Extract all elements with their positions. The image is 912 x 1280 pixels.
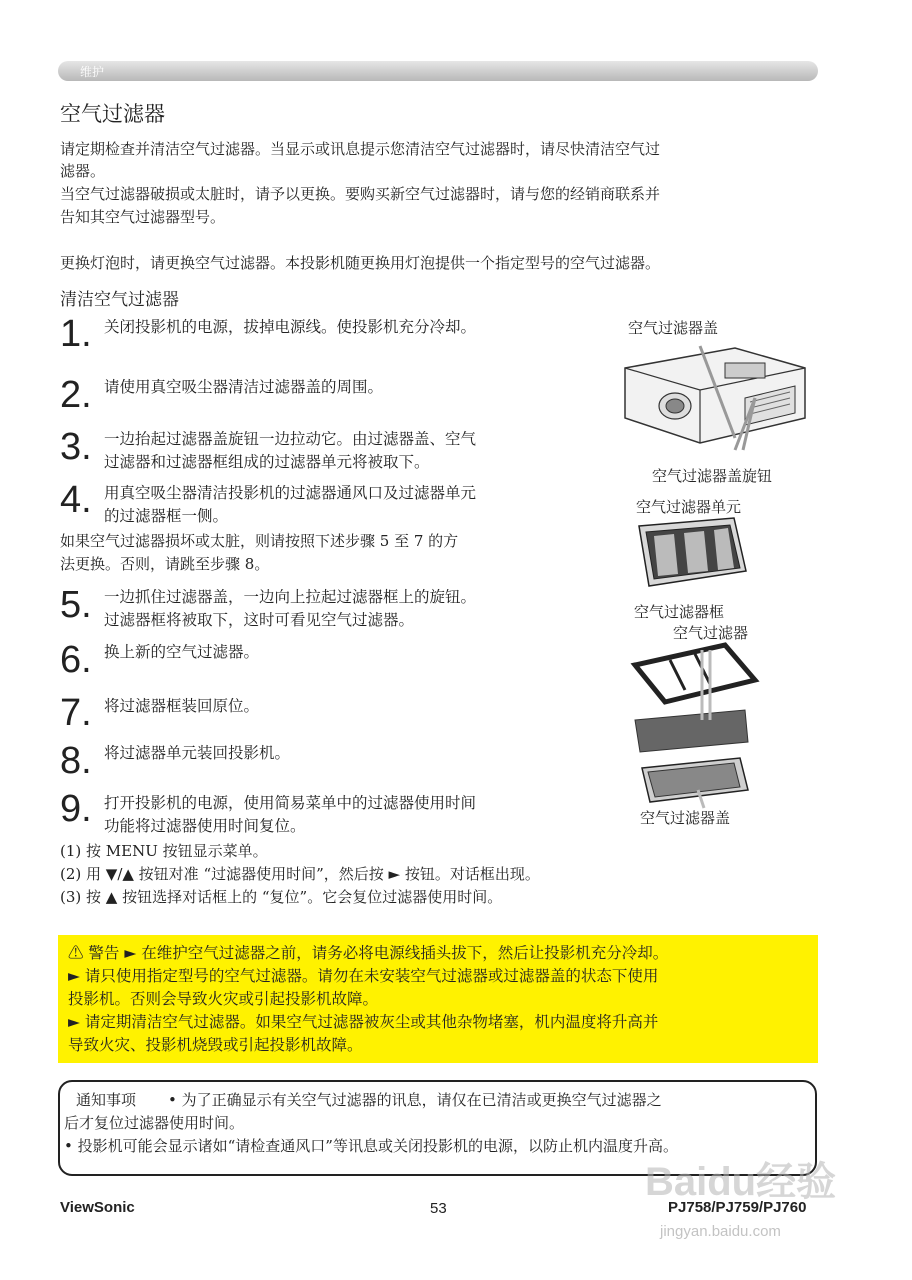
intro-line-2: 滤器。: [60, 162, 106, 180]
footer-page-number: 53: [430, 1200, 447, 1217]
section-header-bar: [58, 61, 818, 81]
step-number-8: 8.: [60, 740, 92, 782]
warning-line-4: ► 请定期清洁空气过滤器。如果空气过滤器被灰尘或其他杂物堵塞，机内温度将升高并: [68, 1013, 659, 1031]
step-number-9: 9.: [60, 788, 92, 830]
subheading: 清洁空气过滤器: [60, 290, 179, 310]
warning-line-2: ► 请只使用指定型号的空气过滤器。请勿在未安装空气过滤器或过滤器盖的状态下使用: [68, 967, 659, 985]
lamp-note: 更换灯泡时，请更换空气过滤器。本投影机随更换用灯泡提供一个指定型号的空气过滤器。: [60, 254, 661, 272]
substep-1: (1) 按 MENU 按钮显示菜单。: [60, 842, 268, 860]
step-text-4a: 用真空吸尘器清洁投影机的过滤器通风口及过滤器单元: [104, 484, 477, 502]
filter-unit-illustration: [634, 516, 754, 591]
notice-title: 通知事项: [76, 1091, 137, 1109]
label-filter-frame: 空气过滤器框: [634, 603, 725, 621]
step-text-5a: 一边抓住过滤器盖，一边向上拉起过滤器框上的旋钮。: [104, 588, 477, 606]
step-text-8: 将过滤器单元装回投影机。: [104, 744, 291, 762]
step-text-7: 将过滤器框装回原位。: [104, 697, 260, 715]
step-text-1: 关闭投影机的电源，拔掉电源线。使投影机充分冷却。: [104, 318, 477, 336]
label-filter-cover-bottom: 空气过滤器盖: [640, 809, 731, 827]
watermark-url: jingyan.baidu.com: [660, 1223, 781, 1240]
filter-parts-illustration: [630, 640, 770, 810]
step-text-9a: 打开投影机的电源，使用简易菜单中的过滤器使用时间: [104, 794, 477, 812]
step-number-5: 5.: [60, 584, 92, 626]
substep-2: (2) 用 ▼/▲ 按钮对准 “过滤器使用时间”，然后按 ► 按钮。对话框出现。: [60, 865, 540, 883]
notice-line-2: 后才复位过滤器使用时间。: [64, 1114, 245, 1132]
label-filter-cover-knob: 空气过滤器盖旋钮: [652, 467, 773, 485]
step-text-4b: 的过滤器框一侧。: [104, 507, 229, 525]
step-text-3b: 过滤器和过滤器框组成的过滤器单元将被取下。: [104, 453, 430, 471]
step-number-7: 7.: [60, 692, 92, 734]
warning-box: [58, 935, 818, 1063]
step4-note-2: 法更换。否则，请跳至步骤 8。: [60, 555, 270, 573]
step4-note-1: 如果空气过滤器损坏或太脏，则请按照下述步骤 5 至 7 的方: [60, 532, 459, 550]
warning-line-5: 导致火灾、投影机烧毁或引起投影机故障。: [68, 1036, 363, 1054]
step-number-1: 1.: [60, 313, 92, 355]
step-text-2: 请使用真空吸尘器清洁过滤器盖的周围。: [104, 378, 384, 396]
intro-line-1: 请定期检查并清洁空气过滤器。当显示或讯息提示您清洁空气过滤器时，请尽快清洁空气过: [60, 140, 661, 158]
step-number-2: 2.: [60, 374, 92, 416]
footer-model: PJ758/PJ759/PJ760: [668, 1199, 807, 1216]
label-filter-cover-top: 空气过滤器盖: [628, 319, 719, 337]
watermark-logo: Baidu经验: [645, 1160, 837, 1204]
page-title: 空气过滤器: [60, 102, 165, 126]
step-number-4: 4.: [60, 479, 92, 521]
step-text-5b: 过滤器框将被取下，这时可看见空气过滤器。: [104, 611, 415, 629]
footer-brand: ViewSonic: [60, 1199, 135, 1216]
label-filter-unit: 空气过滤器单元: [636, 498, 742, 516]
projector-illustration: [615, 338, 815, 463]
notice-line-1: • 为了正确显示有关空气过滤器的讯息，请仅在已清洁或更换空气过滤器之: [168, 1091, 662, 1109]
warning-line-1: ⚠ 警告 ► 在维护空气过滤器之前，请务必将电源线插头拔下，然后让投影机充分冷却。: [68, 944, 669, 962]
label-air-filter: 空气过滤器: [673, 624, 749, 642]
intro-line-4: 告知其空气过滤器型号。: [60, 208, 226, 226]
warning-line-3: 投影机。否则会导致火灾或引起投影机故障。: [68, 990, 379, 1008]
step-text-3a: 一边抬起过滤器盖旋钮一边拉动它。由过滤器盖、空气: [104, 430, 477, 448]
intro-line-3: 当空气过滤器破损或太脏时，请予以更换。要购买新空气过滤器时，请与您的经销商联系并: [60, 185, 661, 203]
substep-3: (3) 按 ▲ 按钮选择对话框上的 “复位”。它会复位过滤器使用时间。: [60, 888, 503, 906]
notice-line-3: • 投影机可能会显示诸如“请检查通风口”等讯息或关闭投影机的电源，以防止机内温度升高。: [64, 1137, 678, 1155]
step-number-3: 3.: [60, 426, 92, 468]
section-label: 维护: [80, 65, 105, 79]
step-text-9b: 功能将过滤器使用时间复位。: [104, 817, 306, 835]
step-number-6: 6.: [60, 639, 92, 681]
step-text-6: 换上新的空气过滤器。: [104, 643, 260, 661]
